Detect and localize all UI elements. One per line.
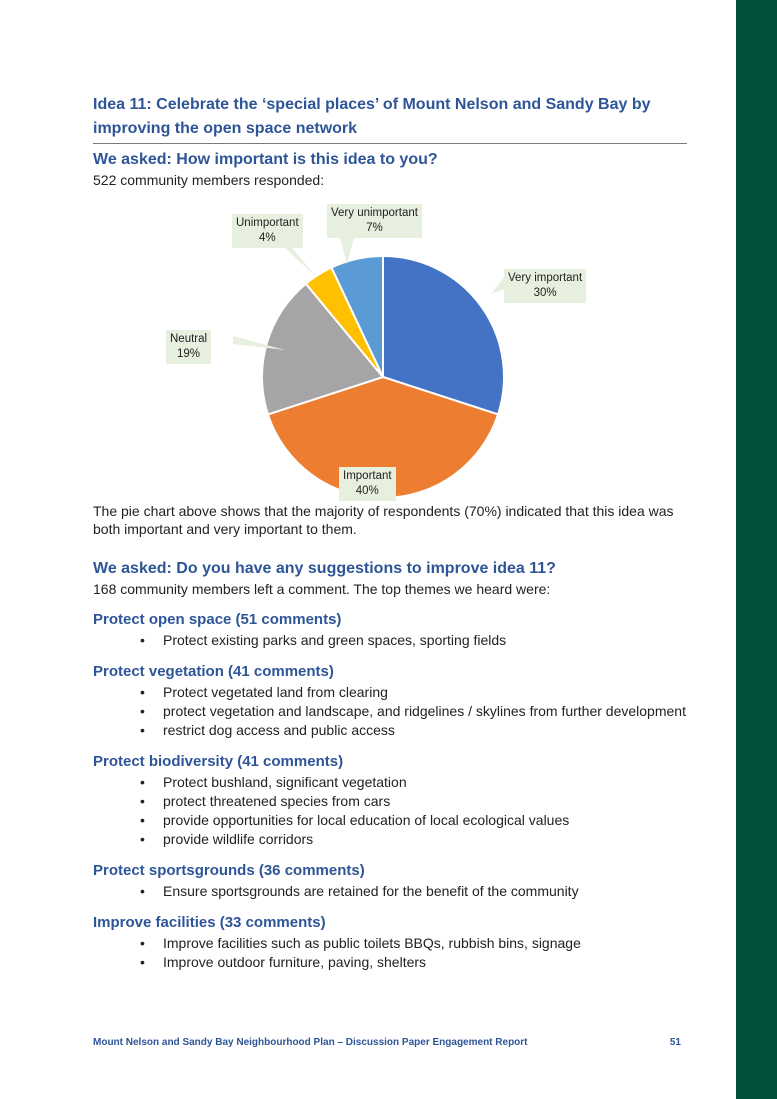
label-neutral-value: 19% [177,348,201,360]
theme-title: Protect open space (51 comments) [93,611,342,628]
label-important-value: 40% [355,485,379,497]
themes-list [93,610,687,972]
label-very-unimportant-name: Very unimportant [331,207,418,219]
side-bar [736,0,777,1099]
theme-title: Protect sportsgrounds (36 comments) [93,862,365,879]
label-important-name: Important [343,470,392,482]
footer [93,1037,681,1048]
comment-intro: 168 community members left a comment. The top themes we heard were: [93,581,551,597]
page-number: 51 [669,1037,681,1048]
bullet-item: • provide wildlife corridors [163,830,687,849]
label-very-important-name: Very important [508,272,583,284]
label-unimportant-value: 4% [259,232,276,244]
bullet-item: • Improve facilities such as public toilets BBQs, rubbish bins, signage [163,934,687,953]
theme-bullets [93,934,687,972]
label-important [339,467,396,501]
bullet-item: • Ensure sportsgrounds are retained for the benefit of the community [163,882,687,901]
label-neutral-name: Neutral [170,333,208,345]
callout-unimportant [281,244,317,278]
bullet-item: • Protect existing parks and green spaces, sporting fields [163,631,687,650]
bullet-item: • Protect vegetated land from clearing [163,683,687,702]
theme-title: Protect biodiversity (41 comments) [93,753,344,770]
question-suggestions: We asked: Do you have any suggestions to improve idea 11? [93,560,556,577]
theme-bullets [93,631,687,650]
theme-bullets [93,683,687,740]
bullet-item: • protect threatened species from cars [163,792,687,811]
label-unimportant-name: Unimportant [236,217,299,229]
label-unimportant [232,214,303,248]
theme-bullets [93,773,687,849]
bullet-item: • restrict dog access and public access [163,721,687,740]
summary-text: The pie chart above shows that the majority of respondents (70%) indicated that this idea was both important and very important to them. [93,503,674,537]
theme-title: Improve facilities (33 comments) [93,914,326,931]
pie-chart [93,194,687,502]
label-very-important-value: 30% [533,287,557,299]
bullet-item: • Protect bushland, significant vegetation [163,773,687,792]
label-very-unimportant-value: 7% [366,222,383,234]
theme-bullets [93,882,687,901]
responded-count: 522 community members responded: [93,172,325,188]
idea-title: Idea 11: Celebrate the ‘special places’ of Mount Nelson and Sandy Bay by improving the open space network [93,93,687,144]
bullet-item: • protect vegetation and landscape, and ridgelines / skylines from further development [163,702,687,721]
bullet-item: • provide opportunities for local education of local ecological values [163,811,687,830]
footer-text: Mount Nelson and Sandy Bay Neighbourhood Plan – Discussion Paper Engagement Report [93,1037,528,1048]
theme-title: Protect vegetation (41 comments) [93,663,334,680]
label-neutral [166,330,211,364]
label-very-important [504,269,586,303]
question-importance: We asked: How important is this idea to you? [93,151,438,168]
page-content [93,93,687,972]
label-very-unimportant [327,204,422,238]
bullet-item: • Improve outdoor furniture, paving, shelters [163,953,687,972]
